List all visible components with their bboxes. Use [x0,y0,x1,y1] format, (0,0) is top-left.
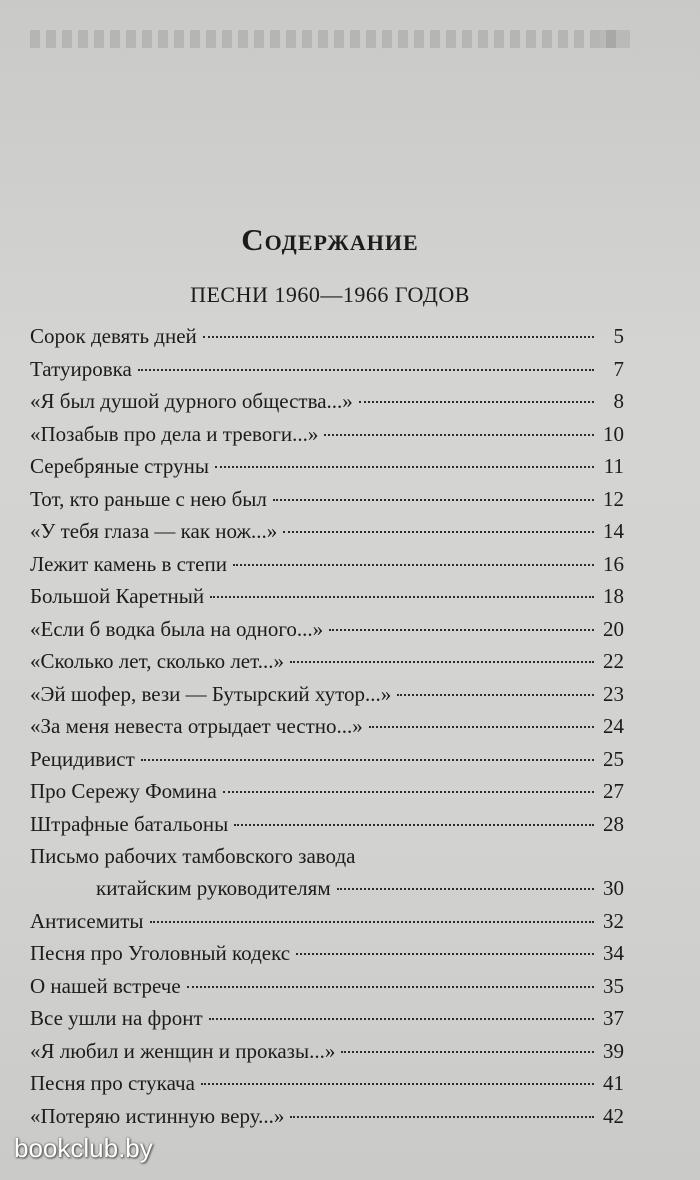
dot-leader [210,596,594,598]
dot-leader [209,1018,594,1020]
toc-entry [30,450,624,483]
toc-entry-page: 24 [603,714,624,738]
dot-leader [223,791,594,793]
toc-entry [30,710,624,743]
toc-entry-title: «Я любил и женщин и проказы...» [30,1038,336,1063]
toc-entry-title: Песня про Уголовный кодекс [30,941,291,965]
toc-entry-page: 20 [603,616,624,641]
dot-leader [215,466,594,468]
toc-entry-page: 28 [603,811,624,836]
toc-entry [30,905,624,938]
toc-entry-page: 37 [603,1006,624,1030]
toc-entry-page: 32 [603,908,624,933]
faded-running-header [30,30,620,48]
toc-entry-title: «Сколько лет, сколько лет...» [30,649,284,673]
toc-entry-page: 42 [603,1103,624,1128]
toc-entry-page: 25 [603,746,624,771]
toc-entry-title: Рецидивист [30,746,135,771]
dot-leader [290,1116,594,1118]
toc-entry-page: 34 [603,941,624,965]
toc-entry [30,1002,624,1035]
toc-entry-title: «У тебя глаза — как нож...» [30,519,278,543]
toc-entry [30,418,624,451]
dot-leader [341,1051,594,1053]
toc-entry-page: 12 [603,486,624,511]
toc-entry-title: Серебряные струны [30,454,209,478]
toc-entry [30,1100,624,1133]
toc-entry [30,548,624,581]
toc-entry-page: 41 [603,1071,624,1095]
dot-leader [359,401,594,403]
toc-entry [30,515,624,548]
toc-entry-title: Тот, кто раньше с нею был [30,486,267,511]
dot-leader [369,726,594,728]
toc-entry-title: О нашей встрече [30,973,181,998]
watermark: bookclub.by [14,1133,153,1163]
dot-leader [187,986,594,988]
toc-entry-title: «Позабыв про дела и тревоги...» [30,421,319,446]
toc-entry-title: Песня про стукача [30,1071,195,1095]
toc-entry-title-continued: китайским руководителям [96,876,331,900]
toc-entry [30,645,624,678]
toc-entry [30,483,624,516]
toc-entry-title: «Эй шофер, вези — Бутырский хутор...» [30,681,392,706]
toc-entry [30,678,624,711]
toc-entry-page: 10 [603,421,624,446]
dot-leader [273,499,594,501]
dot-leader [138,369,594,371]
toc-entry [30,320,624,353]
toc-entry-page: 14 [603,519,624,543]
toc-entry-title: Штрафные батальоны [30,811,229,836]
toc-entry-line [30,840,624,872]
dot-leader [397,694,594,696]
toc-entry-page: 7 [613,356,624,381]
dot-leader [201,1083,594,1085]
toc-entry-title: Татуировка [30,356,132,381]
toc-entry-page: 5 [613,324,624,348]
toc-entry [30,775,624,808]
toc-entry-title: Большой Каретный [30,584,205,608]
toc-entry-title: Письмо рабочих тамбовского завода [30,844,356,868]
toc-entry-title: Все ушли на фронт [30,1006,203,1030]
toc-entry-page: 23 [603,681,624,706]
toc-entry [30,1067,624,1100]
toc-entry [30,353,624,386]
faded-page-number [600,30,630,48]
dot-leader [150,921,594,923]
toc-entry [30,872,624,905]
page-title: Содержание [241,222,419,257]
dot-leader [290,661,594,663]
toc-entry-page: 35 [603,973,624,998]
toc-entry-page: 16 [603,551,624,576]
toc-entry [30,970,624,1003]
toc-entry-page: 8 [613,389,624,413]
toc-entry-title: Про Сережу Фомина [30,779,217,803]
toc-entry-page: 39 [603,1038,624,1063]
toc-entry-page: 27 [603,779,624,803]
dot-leader [234,824,594,826]
toc-entry-title: «Я был душой дурного общества...» [30,389,353,413]
toc-entry-page: 11 [603,454,624,478]
toc-entry-page: 22 [603,649,624,673]
dot-leader [283,531,594,533]
toc-entry-title: «Если б водка была на одного...» [30,616,324,641]
dot-leader [337,888,594,890]
toc-entry-title: Сорок девять дней [30,324,197,348]
toc-entry [30,743,624,776]
toc-entry-page: 30 [603,876,624,900]
toc-entry-title: «За меня невеста отрыдает честно...» [30,714,363,738]
toc-entry-title: «Потеряю истинную веру...» [30,1103,285,1128]
toc-entry-title: Лежит камень в степи [30,551,227,576]
dot-leader [141,759,594,761]
dot-leader [233,564,594,566]
toc-entry [30,385,624,418]
toc-entry [30,1035,624,1068]
toc-entry-page: 18 [603,584,624,608]
toc-entry [30,937,624,970]
section-heading: ПЕСНИ 1960—1966 ГОДОВ [190,282,470,307]
dot-leader [324,434,594,436]
toc-entry [30,808,624,841]
table-of-contents [30,320,624,1132]
toc-entry [30,580,624,613]
dot-leader [203,336,594,338]
toc-entry-title: Антисемиты [30,908,144,933]
toc-entry [30,613,624,646]
dot-leader [329,629,594,631]
dot-leader [296,953,594,955]
